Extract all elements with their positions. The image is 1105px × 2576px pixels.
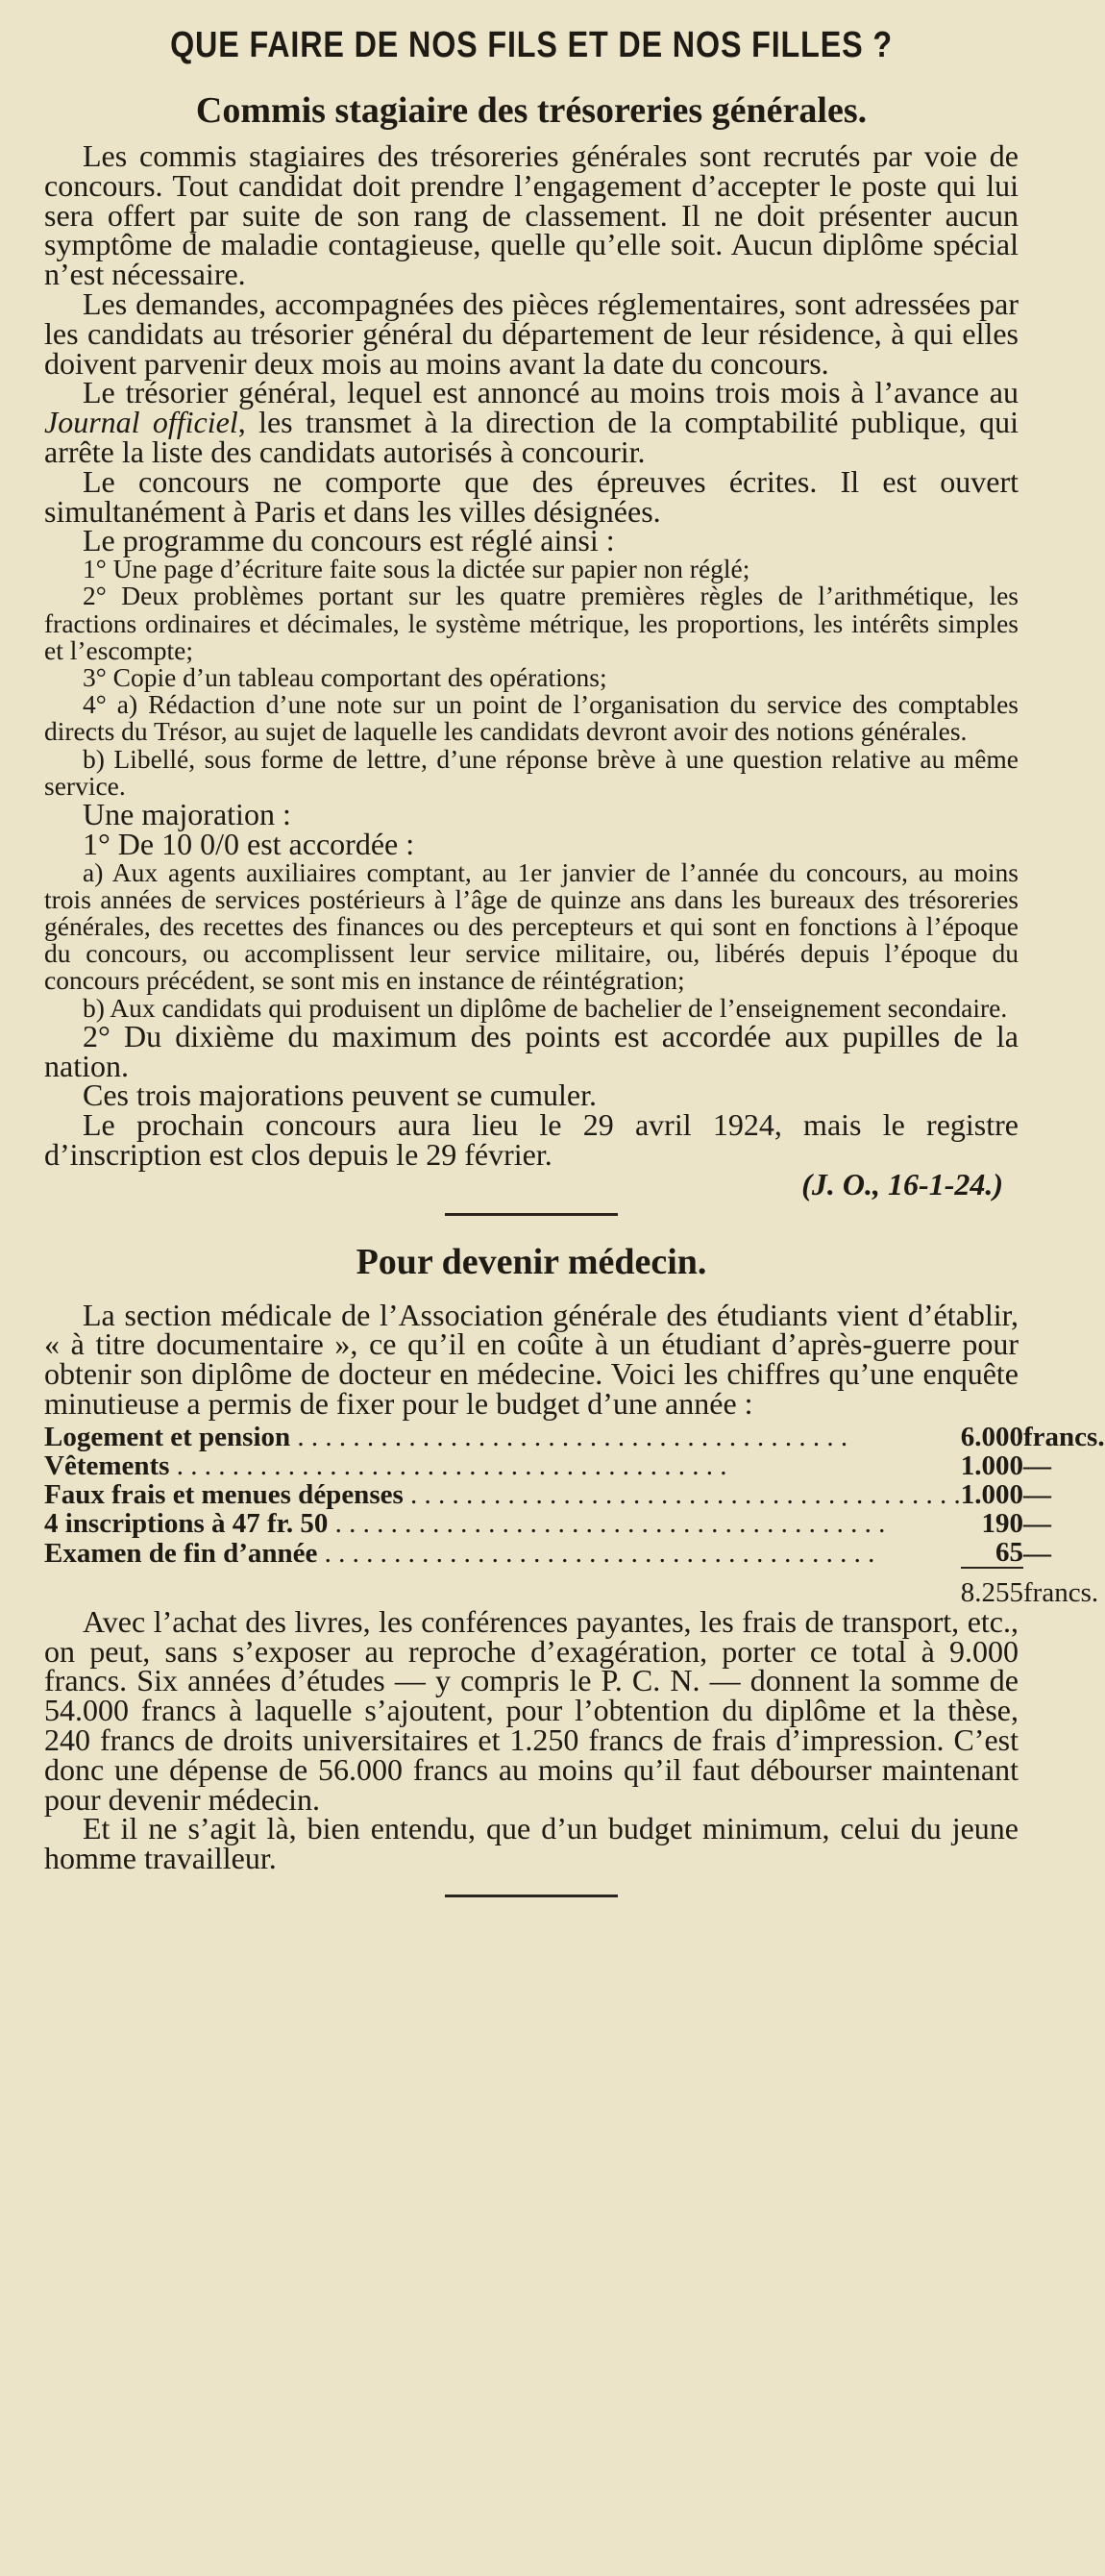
paragraph: Et il ne s’agit là, bien entendu, que d’un budget minimum, celui du jeune homme travailleur. (44, 1811, 1019, 1876)
paragraph: Les commis stagiaires des trésoreries générales sont recrutés par voie de concours. Tout candidat doit prendre l’engagement d’accepter le poste qui lui sera offert par suite de son rang de classement. Il ne doit présenter aucun symptôme de maladie contagieuse, quelle qu’elle soit. Aucun diplôme spécial n’est nécessaire. (44, 138, 1019, 292)
program-item: 2° Deux problèmes portant sur les quatre premières règles de l’arithmétique, les fractions ordinaires et décimales, le système métrique, les proportions, les intérêts simples et l’escompte; (44, 581, 1019, 665)
budget-amount: 190 (981, 1507, 1024, 1539)
budget-row (44, 1451, 1105, 1480)
budget-total-amount: 8.255 (961, 1568, 1023, 1607)
budget-unit: francs. (1023, 1421, 1105, 1452)
majoration-item: b) Aux candidats qui produisent un diplôme de bachelier de l’enseignement secondaire. (83, 992, 1008, 1023)
budget-amount: 65 (995, 1536, 1024, 1568)
program-item: 3° Copie d’un tableau comportant des opérations; (83, 661, 607, 692)
budget-unit: — (1023, 1507, 1052, 1539)
section-heading-medecin: Pour devenir médecin. (356, 1241, 707, 1282)
budget-label: Faux frais et menues dépenses . . . . . . . . . . . . . . . . . . . . . . . . . . . . . . . . . . . . . . . . (44, 1478, 961, 1510)
budget-unit: — (1023, 1449, 1052, 1481)
majoration-first: 1° De 10 0/0 est accordée : (83, 826, 415, 861)
budget-total-row (44, 1568, 1105, 1607)
program-item: 4° a) Rédaction d’une note sur un point de l’organisation du service des comptables directs du Trésor, au sujet de laquelle les candidats devront avoir des notions générales. (44, 689, 1019, 747)
section-divider (445, 1213, 618, 1216)
majoration-intro: Une majoration : (83, 796, 291, 831)
budget-amount: 1.000 (960, 1478, 1024, 1510)
paragraph: Ces trois majorations peuvent se cumuler. (83, 1077, 597, 1113)
journal-reference: Le trésorier général, lequel est annoncé au moins trois mois à l’avance au Journal officiel, les transmet à la direction de la comptabilité publique, qui arrête la liste des candidats autorisés à concourir. (44, 375, 1019, 469)
program-item: 1° Une page d’écriture faite sous la dictée sur papier non réglé; (83, 554, 750, 584)
paragraph: Le programme du concours est réglé ainsi : (83, 523, 615, 558)
program-item: b) Libellé, sous forme de lettre, d’une réponse brève à une question relative au même service. (44, 743, 1019, 801)
paragraph: Le concours ne comporte que des épreuves écrites. Il est ouvert simultanément à Paris et dans les villes désignées. (44, 463, 1019, 529)
paragraph: Avec l’achat des livres, les conférences payantes, les frais de transport, etc., on peut, sans s’exposer au reproche d’exagération, porter ce total à 9.000 francs. Six années d’études — y compris le P. C. N. — donnent la somme de 54.000 francs à laquelle s’ajoutent, pour l’obtention du diplôme et la thèse, 240 francs de droits universitaires et 1.250 francs de frais d’impression. C’est donc une dépense de 56.000 francs au moins qu’il faut débourser maintenant pour devenir médecin. (44, 1603, 1019, 1817)
source-citation: (J. O., 16-1-24.) (801, 1166, 1003, 1201)
majoration-second: 2° Du dixième du maximum des points est accordée aux pupilles de la nation. (44, 1018, 1019, 1083)
budget-total-unit: francs. (1023, 1576, 1099, 1608)
majoration-item: a) Aux agents auxiliaires comptant, au 1er janvier de l’année du concours, au moins trois années de services postérieurs à l’âge de quinze ans dans les bureaux des trésoreries générales, des recettes des finances ou des percepteurs et qui sont en fonctions à l’époque du concours, ou accomplissent leur service militaire, ou, libérés depuis l’époque du concours précédent, se sont mis en instance de réintégration; (44, 856, 1019, 996)
budget-label: Examen de fin d’année . . . . . . . . . . . . . . . . . . . . . . . . . . . . . . . . . . . . . . . . (44, 1537, 875, 1569)
budget-amount: 1.000 (960, 1449, 1024, 1481)
section-heading-tresoreries: Commis stagiaire des trésoreries générales. (195, 90, 868, 131)
budget-amount: 6.000 (960, 1421, 1024, 1452)
budget-unit: — (1023, 1478, 1052, 1510)
paragraph: Les demandes, accompagnées des pièces réglementaires, sont adressées par les candidats au trésorier général du département de leur résidence, à qui elles doivent parvenir deux mois au moins avant la date du concours. (44, 285, 1019, 381)
article-title: QUE FAIRE DE NOS FILS ET DE NOS FILLES ? (170, 25, 893, 65)
budget-unit: — (1023, 1537, 1052, 1569)
budget-label: 4 inscriptions à 47 fr. 50 . . . . . . . . . . . . . . . . . . . . . . . . . . . . . . . . . . . . . . . . (44, 1507, 886, 1539)
budget-table (44, 1423, 1105, 1607)
paragraph (44, 375, 1019, 469)
budget-row (44, 1538, 1105, 1568)
budget-row (44, 1423, 1105, 1451)
budget-label: Vêtements . . . . . . . . . . . . . . . . . . . . . . . . . . . . . . . . . . . . . . . . (44, 1449, 727, 1481)
paragraph: Le prochain concours aura lieu le 29 avril 1924, mais le registre d’inscription est clos depuis le 29 février. (44, 1107, 1019, 1172)
budget-label: Logement et pension . . . . . . . . . . . . . . . . . . . . . . . . . . . . . . . . . . . . . . . . (44, 1421, 848, 1452)
budget-row (44, 1480, 1105, 1509)
budget-row (44, 1509, 1105, 1538)
paragraph: La section médicale de l’Association générale des étudiants vient d’établir, « à titre documentaire », ce qu’il en coûte à un étudiant d’après-guerre pour obtenir son diplôme de docteur en médecine. Voici les chiffres qu’une enquête minutieuse a permis de fixer pour le budget d’une année : (44, 1297, 1019, 1421)
end-divider (445, 1895, 618, 1897)
